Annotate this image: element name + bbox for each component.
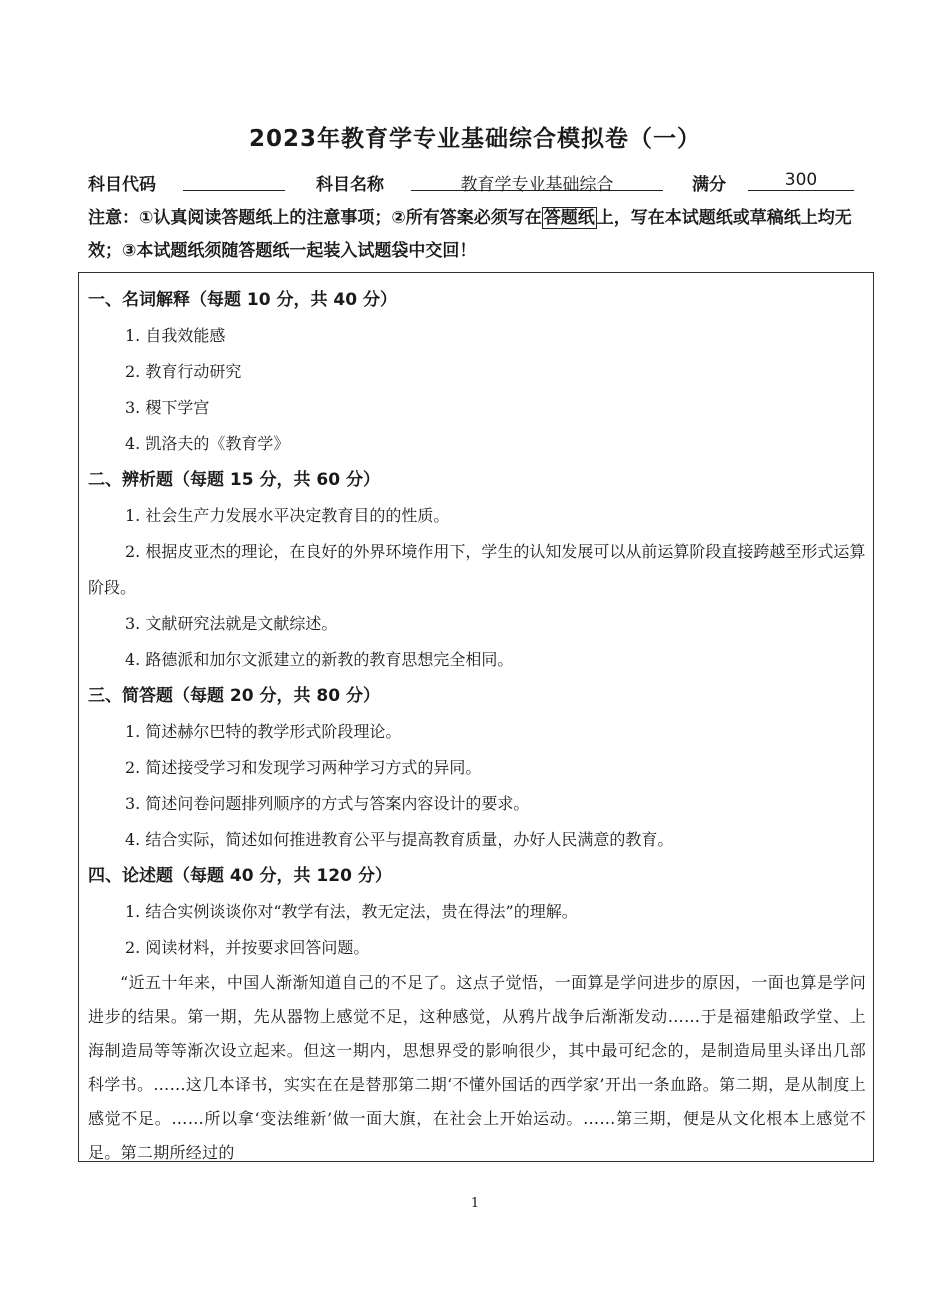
reading-passage: “近五十年来，中国人渐渐知道自己的不足了。这点子觉悟，一面算是学问进步的原因，一面也算是学问进步的结果。第一期，先从器物上感觉不足，这种感觉，从鸦片战争后渐渐发动……于是福建船政学堂、上海制造局等等渐次设立起来。但这一期内，思想界受的影响很少，其中最可纪念的，是制造局里头译出几部科学书。……这几本译书，实实在在是替那第二期‘不懂外国话的西学家’开出一条血路。第二期，是从制度上感觉不足。……所以拿‘变法维新’做一面大旗，在社会上开始运动。……第三期，便是从文化根本上感觉不足。第二期所经过的 xyxy=(88,973,866,1162)
subject-code-label: 科目代码 xyxy=(88,175,156,195)
subject-name-label: 科目名称 xyxy=(316,175,384,195)
question-item: 2. 根据皮亚杰的理论，在良好的外界环境作用下，学生的认知发展可以从前运算阶段直接跨越至形式运算阶段。 xyxy=(88,542,866,597)
section-heading: 三、简答题（每题 20 分，共 80 分） xyxy=(88,686,380,706)
full-score-value: 300 xyxy=(748,170,854,191)
subject-code-blank xyxy=(183,170,285,191)
question-item: 3. 文献研究法就是文献综述。 xyxy=(125,614,338,633)
notice-boxed-term: 答题纸 xyxy=(543,208,595,228)
question-item: 1. 自我效能感 xyxy=(125,326,226,345)
exam-notice xyxy=(88,202,878,268)
subject-info-row xyxy=(88,168,878,196)
section-heading: 一、名词解释（每题 10 分，共 40 分） xyxy=(88,290,397,310)
notice-part1: 注意：①认真阅读答题纸上的注意事项；②所有答案必须写在 xyxy=(88,208,542,228)
question-item: 1. 社会生产力发展水平决定教育目的的性质。 xyxy=(125,506,450,525)
section-heading: 二、辨析题（每题 15 分，共 60 分） xyxy=(88,470,380,490)
question-item: 4. 路德派和加尔文派建立的新教的教育思想完全相同。 xyxy=(125,650,514,669)
full-score-label: 满分 xyxy=(692,175,726,195)
section-heading: 四、论述题（每题 40 分，共 120 分） xyxy=(88,866,392,886)
exam-title: 2023年教育学专业基础综合模拟卷（一） xyxy=(248,126,701,152)
question-item: 2. 简述接受学习和发现学习两种学习方式的异同。 xyxy=(125,758,482,777)
question-item: 1. 结合实例谈谈你对“教学有法，教无定法，贵在得法”的理解。 xyxy=(125,902,578,921)
page-number: 1 xyxy=(470,1196,480,1211)
question-item: 4. 凯洛夫的《教育学》 xyxy=(125,434,290,453)
question-content xyxy=(88,282,866,1170)
subject-name-value: 教育学专业基础综合 xyxy=(411,170,663,191)
question-item: 4. 结合实际，简述如何推进教育公平与提高教育质量，办好人民满意的教育。 xyxy=(125,830,674,849)
question-item: 2. 教育行动研究 xyxy=(125,362,242,381)
notice-part2: 上，写在本试题纸或草稿纸上均无效；③本试题纸须随答题纸一起装入试题袋中交回！ xyxy=(88,208,852,261)
question-item: 3. 稷下学宫 xyxy=(125,398,210,417)
question-item: 1. 简述赫尔巴特的教学形式阶段理论。 xyxy=(125,722,402,741)
question-item: 3. 简述问卷问题排列顺序的方式与答案内容设计的要求。 xyxy=(125,794,530,813)
question-item: 2. 阅读材料，并按要求回答问题。 xyxy=(125,938,370,957)
